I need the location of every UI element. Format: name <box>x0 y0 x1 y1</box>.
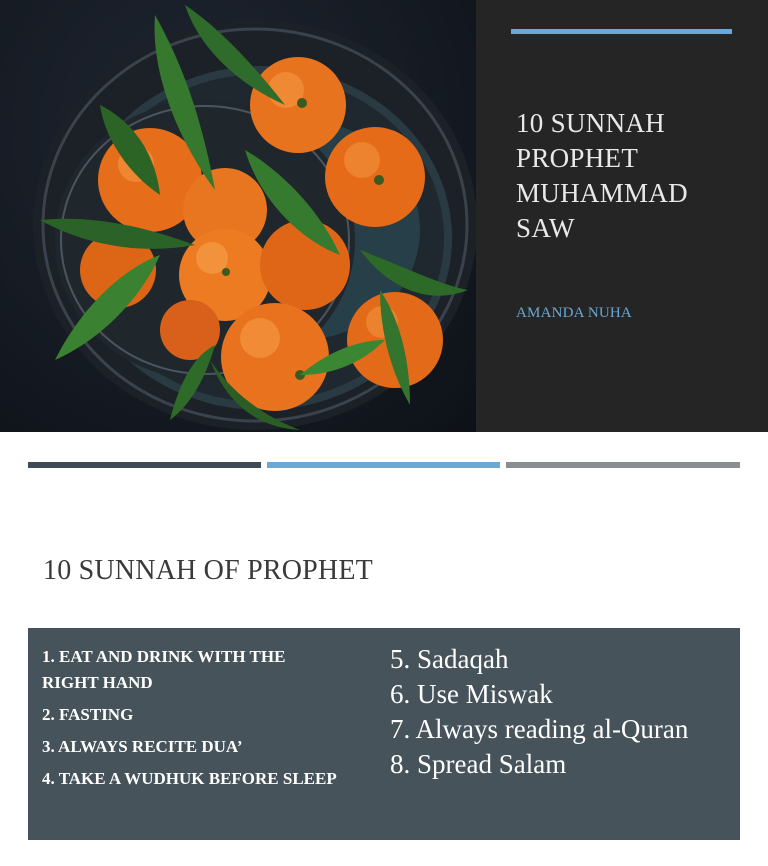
list-item: 2. FASTING <box>42 705 134 724</box>
sunnah-list-left <box>42 644 342 798</box>
author-name: AMANDA NUHA <box>516 305 632 321</box>
decorative-bar-gray <box>506 462 740 468</box>
title-line: PROPHET <box>516 143 639 173</box>
title-accent-bar <box>511 29 732 34</box>
sunnah-list-right <box>390 642 730 782</box>
slide-title <box>516 106 756 246</box>
list-item: 3. ALWAYS RECITE DUA’ <box>42 737 243 756</box>
oranges-photo <box>0 0 476 432</box>
list-item: 8. Spread Salam <box>390 749 567 779</box>
oranges-illustration <box>0 0 476 432</box>
sunnah-list-panel <box>28 628 740 840</box>
list-item: 5. Sadaqah <box>390 644 509 674</box>
title-slide <box>0 0 768 432</box>
decorative-bar-blue <box>267 462 500 468</box>
title-line: SAW <box>516 213 575 243</box>
decorative-bar-dark <box>28 462 261 468</box>
list-item: 4. TAKE A WUDHUK BEFORE SLEEP <box>42 769 337 788</box>
section-title: 10 SUNNAH OF PROPHET <box>43 555 373 586</box>
title-line: MUHAMMAD <box>516 178 688 208</box>
list-item: 1. EAT AND DRINK WITH THE RIGHT HAND <box>42 647 286 692</box>
list-item: 7. Always reading al-Quran <box>390 714 689 744</box>
list-item: 6. Use Miswak <box>390 679 553 709</box>
content-slide <box>0 432 768 866</box>
title-line: 10 SUNNAH <box>516 108 665 138</box>
